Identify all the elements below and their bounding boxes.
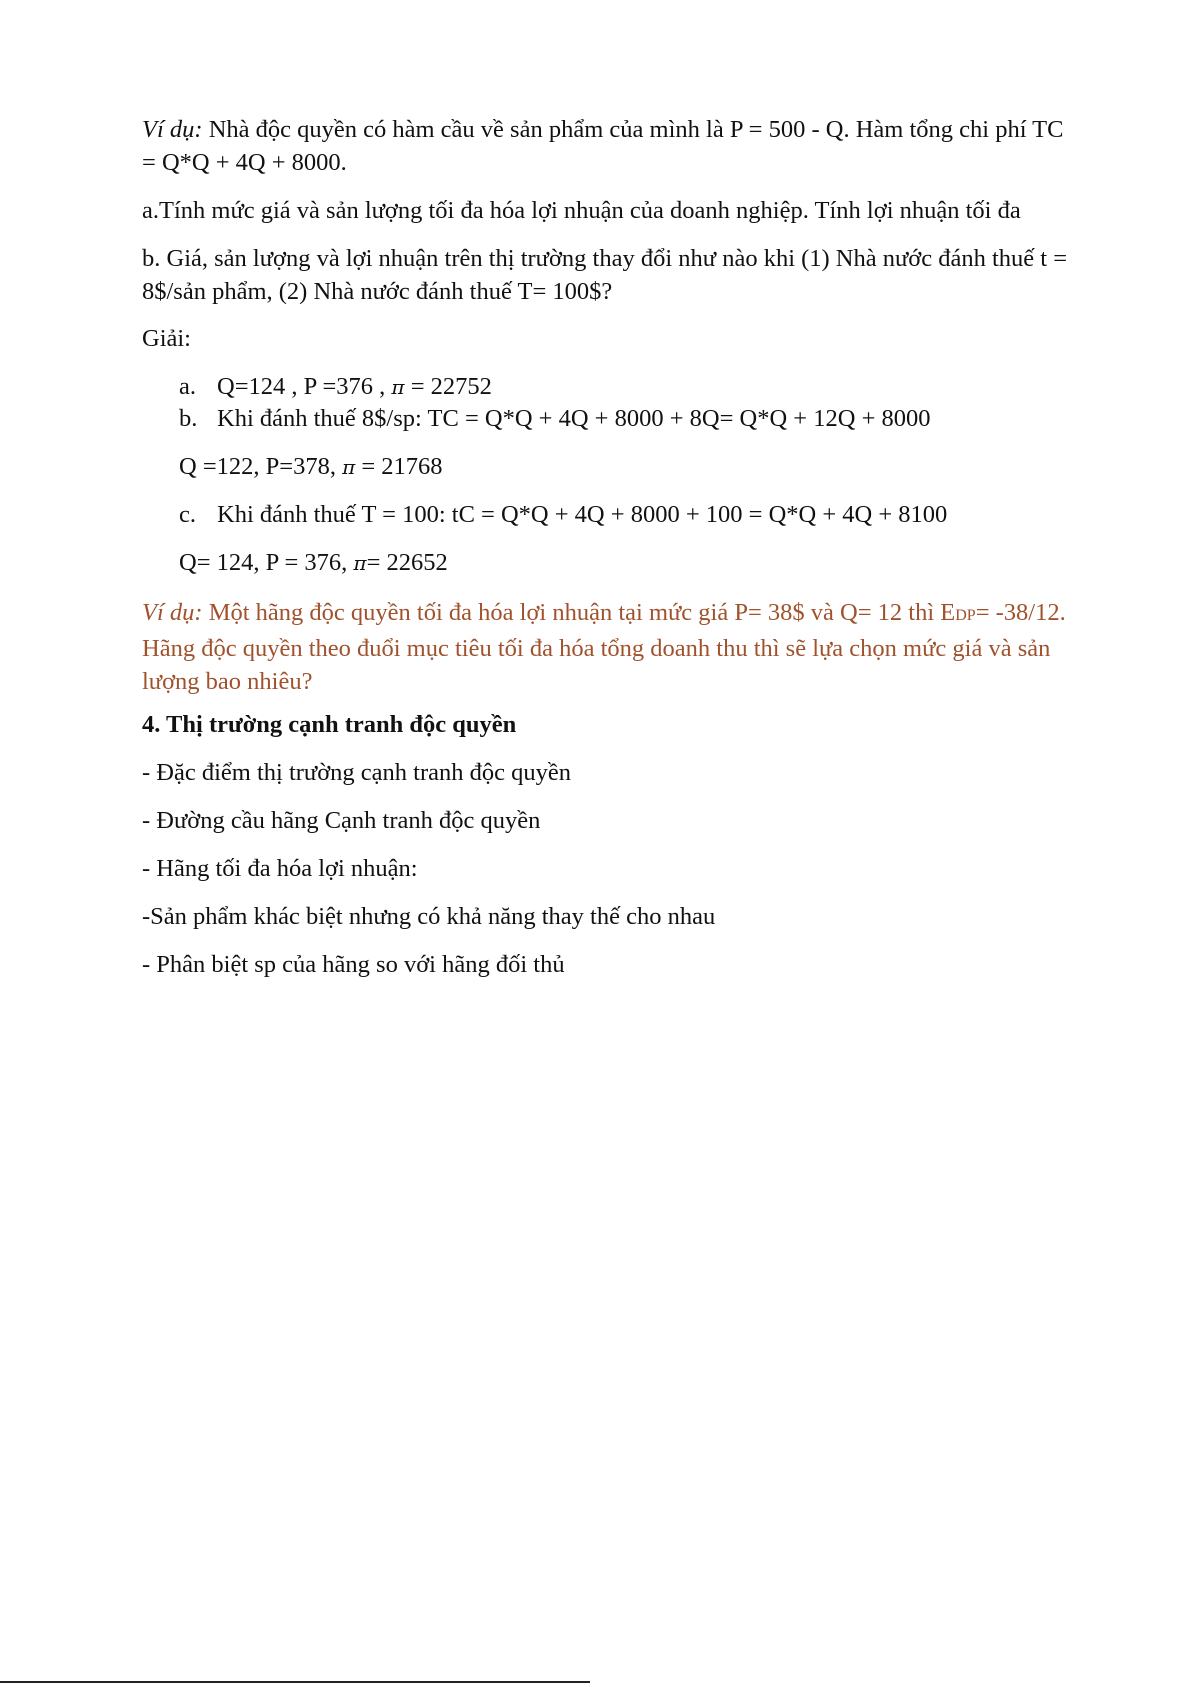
example2-paragraph: [142, 596, 1082, 698]
section4-bullet: - Đường cầu hãng Cạnh tranh độc quyền: [142, 807, 541, 834]
example2-text-before: Một hãng độc quyền tối đa hóa lợi nhuận tại mức giá P= 38$ và Q= 12 thì E: [202, 599, 956, 626]
answer-a: [179, 370, 492, 404]
page-bottom-rule: [0, 1681, 590, 1683]
example1-label: Ví dụ:: [142, 116, 203, 143]
question-a: a.Tính mức giá và sản lượng tối đa hóa lợi nhuận của doanh nghiệp. Tính lợi nhuận tối đa: [142, 197, 1021, 224]
answer-b-result: [179, 450, 443, 484]
answer-a-text-before: Q=124 , P =376 ,: [217, 373, 392, 400]
example1-text: Nhà độc quyền có hàm cầu về sản phẩm của mình là P = 500 - Q. Hàm tổng chi phí TC = Q*Q + 4Q + 8000.: [142, 116, 1064, 176]
answer-b: [179, 402, 931, 435]
answer-a-marker: a.: [179, 373, 196, 400]
question-b: b. Giá, sản lượng và lợi nhuận trên thị trường thay đổi như nào khi (1) Nhà nước đánh thuế t = 8$/sản phẩm, (2) Nhà nước đánh thuế T= 100$?: [142, 245, 1068, 305]
answer-c-text: Khi đánh thuế T = 100: tC = Q*Q + 4Q + 8000 + 100 = Q*Q + 4Q + 8100: [217, 501, 948, 528]
solution-label: Giải:: [142, 325, 191, 352]
example2-label: Ví dụ:: [142, 599, 203, 626]
example2-text-after: = -38/12. Hãng độc quyền theo đuổi mục tiêu tối đa hóa tổng doanh thu thì sẽ lựa chọn mức giá và sản lượng bao nhiêu?: [142, 599, 1066, 695]
answer-c-result-after: = 22652: [366, 549, 448, 576]
answer-a-text-after: = 22752: [404, 373, 492, 400]
answer-b-result-pi: π: [342, 455, 356, 479]
section4-bullet: - Đặc điểm thị trường cạnh tranh độc quyền: [142, 759, 571, 786]
answer-c-marker: c.: [179, 501, 196, 528]
answer-c: [179, 498, 947, 531]
answer-c-result-before: Q= 124, P = 376,: [179, 549, 354, 576]
answer-c-result-pi: π: [353, 551, 367, 575]
section4-bullet: - Hãng tối đa hóa lợi nhuận:: [142, 855, 418, 882]
example2-subscript: DP: [955, 607, 976, 624]
section4-bullet: - Phân biệt sp của hãng so với hãng đối thủ: [142, 951, 565, 978]
answer-b-marker: b.: [179, 405, 198, 432]
answer-b-text: Khi đánh thuế 8$/sp: TC = Q*Q + 4Q + 8000 + 8Q= Q*Q + 12Q + 8000: [217, 405, 931, 432]
section4-bullet: -Sản phẩm khác biệt nhưng có khả năng thay thế cho nhau: [142, 903, 716, 930]
section4-heading: 4. Thị trường cạnh tranh độc quyền: [142, 711, 517, 738]
answer-a-pi: π: [391, 375, 405, 399]
answer-b-result-after: = 21768: [355, 453, 443, 480]
answer-c-result: [179, 546, 448, 580]
example1-paragraph: [142, 113, 1082, 179]
answer-b-result-before: Q =122, P=378,: [179, 453, 343, 480]
